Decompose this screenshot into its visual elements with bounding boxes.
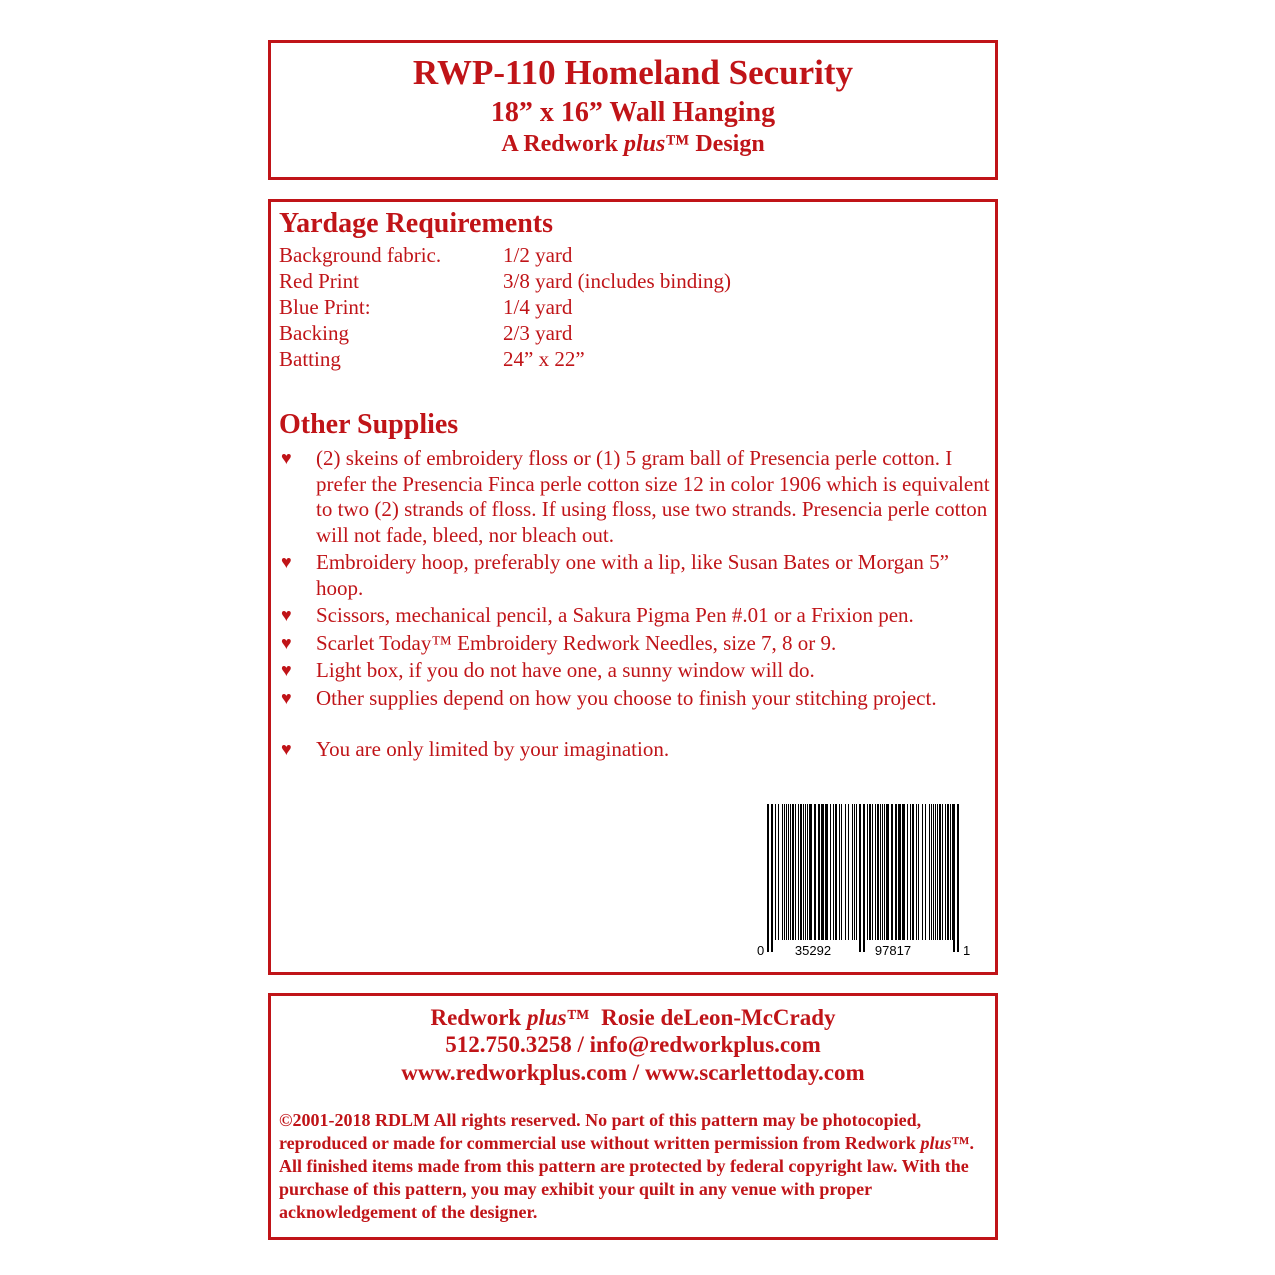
list-item xyxy=(279,737,991,763)
yardage-value: 3/8 yard (includes binding) xyxy=(503,269,732,293)
supplies-list xyxy=(279,446,991,765)
yardage-label: Background fabric. xyxy=(279,243,442,267)
list-item xyxy=(279,658,991,684)
barcode-bar xyxy=(886,804,889,940)
title-panel xyxy=(268,40,998,180)
barcode-bar xyxy=(950,804,951,940)
barcode-bar xyxy=(807,804,808,940)
barcode-guard-bar xyxy=(953,804,955,952)
pattern-title: RWP-110 Homeland Security xyxy=(412,53,854,92)
barcode-bar xyxy=(945,804,946,940)
yardage-row xyxy=(279,242,979,268)
barcode-bar xyxy=(821,804,824,940)
barcode-bar xyxy=(872,804,873,940)
barcode-bar xyxy=(880,804,881,940)
design-prefix: A Redwork xyxy=(501,131,624,157)
list-item-text: (2) skeins of embroidery floss or (1) 5 gram ball of Presencia perle cotton. I prefer the Presencia Finca perle cotton size 12 in color 1906 which is equivalent to two (2) strands of floss. If using floss, use two strands. Presencia perle cotton will not fade, bleed, nor bleach out. xyxy=(316,446,990,547)
barcode-bar xyxy=(902,804,905,940)
barcode-bar xyxy=(854,804,855,940)
yardage-value: 1/4 yard xyxy=(503,295,573,319)
barcode-bar xyxy=(786,804,787,940)
barcode-bar xyxy=(852,804,853,940)
barcode-bar xyxy=(929,804,930,940)
copyright-notice xyxy=(279,1109,991,1224)
barcode-bar xyxy=(784,804,785,940)
heart-bullet-icon: ♥ xyxy=(281,448,292,468)
yardage-heading: Yardage Requirements xyxy=(279,208,554,239)
yardage-label: Blue Print: xyxy=(279,295,371,319)
barcode-bar xyxy=(792,804,794,940)
barcode-bar xyxy=(882,804,883,940)
barcode-bars xyxy=(767,804,959,952)
barcode-digit: 97817 xyxy=(874,943,912,958)
barcode-bar xyxy=(775,804,776,940)
barcode-bar xyxy=(891,804,893,940)
barcode-bar xyxy=(798,804,799,940)
list-item xyxy=(279,686,991,712)
barcode-bar xyxy=(942,804,943,940)
barcode-digit: 1 xyxy=(963,943,971,958)
barcode-bar xyxy=(825,804,828,940)
barcode-bar xyxy=(782,804,783,940)
barcode-bar xyxy=(788,804,789,940)
list-item xyxy=(279,603,991,629)
footer-brand-italic: plus xyxy=(526,1005,567,1030)
contact-panel xyxy=(268,993,998,1240)
barcode-bar xyxy=(907,804,908,940)
barcode-bar xyxy=(778,804,779,940)
barcode-bar xyxy=(867,804,868,940)
supplies-heading: Other Supplies xyxy=(279,409,459,440)
barcode-bar xyxy=(839,804,840,940)
list-item-text: Scissors, mechanical pencil, a Sakura Pigma Pen #.01 or a Frixion pen. xyxy=(316,603,914,627)
upc-barcode xyxy=(753,800,973,960)
yardage-row xyxy=(279,320,979,346)
heart-bullet-icon: ♥ xyxy=(281,632,292,653)
barcode-bar xyxy=(898,804,901,940)
requirements-panel xyxy=(268,199,998,975)
yardage-label: Batting xyxy=(279,347,341,371)
barcode-bar xyxy=(841,804,842,940)
barcode-bar xyxy=(848,804,849,940)
yardage-label: Backing xyxy=(279,321,349,345)
barcode-bar xyxy=(931,804,932,940)
barcode-bar xyxy=(925,804,926,940)
barcode-bar xyxy=(875,804,876,940)
barcode-guard-bar xyxy=(767,804,769,952)
list-item-text: You are only limited by your imagination. xyxy=(316,737,670,761)
barcode-bar xyxy=(937,804,938,940)
barcode-bar xyxy=(803,804,804,940)
footer-brand: Redwork xyxy=(430,1005,527,1030)
barcode-bar xyxy=(935,804,936,940)
heart-bullet-icon: ♥ xyxy=(281,552,292,572)
contact-line: 512.750.3258 / info@redworkplus.com xyxy=(445,1032,821,1057)
barcode-bar xyxy=(910,804,911,940)
barcode-bar xyxy=(933,804,934,940)
barcode-guard-bar xyxy=(957,804,959,952)
copyright-italic: plus xyxy=(920,1133,952,1153)
barcode-bar xyxy=(845,804,846,940)
barcode-bar xyxy=(830,804,831,940)
barcode-bar xyxy=(818,804,820,940)
barcode-bar xyxy=(814,804,816,940)
design-brand: plus xyxy=(623,131,666,157)
websites-line: www.redworkplus.com / www.scarlettoday.com xyxy=(401,1060,865,1085)
barcode-bar xyxy=(835,804,837,940)
barcode-bar xyxy=(895,804,897,940)
barcode-digit: 35292 xyxy=(794,943,832,958)
footer-owner: ™ Rosie deLeon-McCrady xyxy=(566,1005,836,1030)
barcode-bar xyxy=(952,804,953,940)
heart-bullet-icon: ♥ xyxy=(281,605,292,625)
heart-bullet-icon: ♥ xyxy=(281,739,292,759)
barcode-digit: 0 xyxy=(757,943,765,958)
barcode-bar xyxy=(916,804,917,940)
yardage-value: 24” x 22” xyxy=(503,347,585,371)
list-item-text: Other supplies depend on how you choose to finish your stitching project. xyxy=(316,685,937,710)
list-item xyxy=(279,550,991,601)
yardage-table xyxy=(279,242,979,372)
barcode-bar xyxy=(856,804,857,940)
barcode-guard-bar xyxy=(863,804,865,952)
barcode-bar xyxy=(805,804,806,940)
list-item-text: Light box, if you do not have one, a sunny window will do. xyxy=(316,658,815,682)
barcode-bar xyxy=(795,804,796,940)
yardage-row xyxy=(279,268,979,294)
heart-bullet-icon: ♥ xyxy=(281,687,292,708)
barcode-bar xyxy=(912,804,914,940)
barcode-bar xyxy=(833,804,834,940)
yardage-value: 1/2 yard xyxy=(503,243,573,267)
barcode-bar xyxy=(877,804,879,940)
barcode-bar xyxy=(947,804,949,940)
design-line xyxy=(271,131,995,158)
barcode-bar xyxy=(939,804,941,940)
barcode-bar xyxy=(800,804,802,940)
list-item xyxy=(279,631,991,657)
pattern-size: 18” x 16” Wall Hanging xyxy=(490,97,776,128)
list-item-text: Embroidery hoop, preferably one with a lip, like Susan Bates or Morgan 5” hoop. xyxy=(316,550,949,600)
copyright-text: ©2001-2018 RDLM All rights reserved. No part of this pattern may be photocopied, reproduced or made for commercial use without written permission from Redwork xyxy=(279,1110,922,1153)
yardage-value: 2/3 yard xyxy=(503,321,573,345)
barcode-bar xyxy=(918,804,919,940)
list-item-text: Scarlet Today™ Embroidery Redwork Needles, size 7, 8 or 9. xyxy=(316,630,837,655)
yardage-row xyxy=(279,294,979,320)
copyright-text-end: ™. All finished items made from this pattern are protected by federal copyright law. With the purchase of this pattern, you may exhibit your quilt in any venue with proper acknowledgement of the designer. xyxy=(279,1133,974,1222)
design-suffix: ™ Design xyxy=(665,131,765,157)
barcode-bar xyxy=(809,804,812,940)
barcode-guard-bar xyxy=(771,804,773,952)
yardage-label: Red Print xyxy=(279,269,359,293)
barcode-guard-bar xyxy=(859,804,861,952)
barcode-bar xyxy=(922,804,923,940)
list-item xyxy=(279,446,991,548)
heart-bullet-icon: ♥ xyxy=(281,660,292,680)
barcode-bar xyxy=(790,804,791,940)
barcode-bar xyxy=(884,804,885,940)
barcode-bar xyxy=(869,804,871,940)
designer-line xyxy=(271,1005,995,1031)
yardage-row xyxy=(279,346,979,372)
